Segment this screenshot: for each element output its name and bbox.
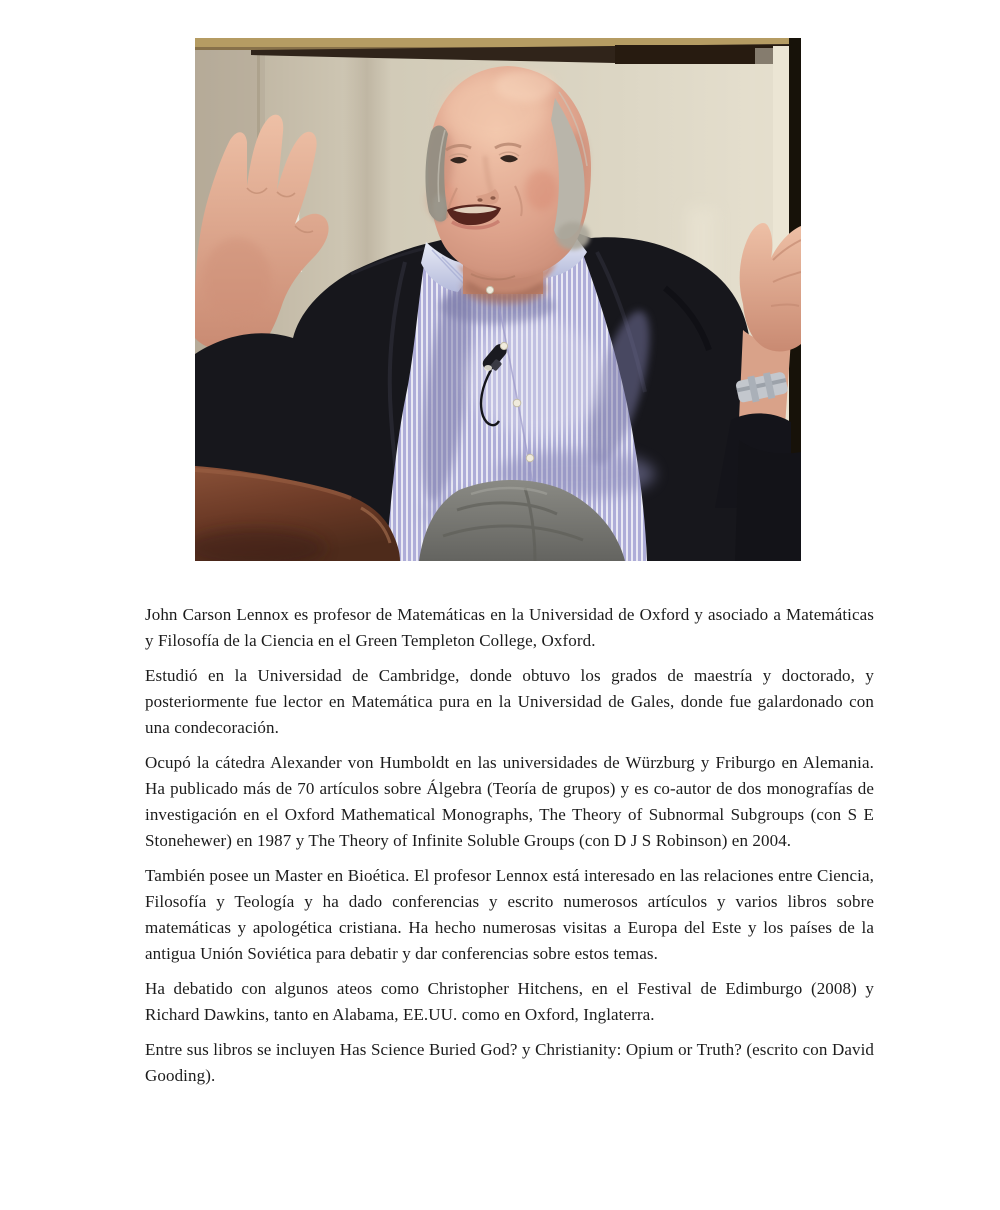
portrait-illustration xyxy=(195,38,801,561)
paragraph-4: También posee un Master en Bioética. El profesor Lennox está interesado en las relaciones entre Ciencia, Filosofía y Teología y ha dado conferencias y escrito numerosos artículos y varios libros sobre matemáticas y apologética cristiana. Ha hecho numerosas visitas a Europa del Este y los países de la antigua Unión Soviética para debatir y dar conferencias sobre estos temas. xyxy=(145,866,874,963)
mic-clip xyxy=(484,365,492,371)
paragraph-3: Ocupó la cátedra Alexander von Humboldt en las universidades de Würzburg y Friburgo en Alemania. Ha publicado más de 70 artículos sobre Álgebra (Teoría de grupos) y es co-autor de dos monografías de investigación en el Oxford Mathematical Monographs, The Theory of Subnormal Subgroups (con S E Stonehewer) en 1987 y The Theory of Infinite Soluble Groups (con D J S Robinson) en 2004. xyxy=(145,753,874,850)
article-body xyxy=(145,602,874,1098)
paragraph-2: Estudió en la Universidad de Cambridge, donde obtuvo los grados de maestría y doctorado, y posteriormente fue lector en Matemática pura en la Universidad de Gales, donde fue galardonado con una condecoración. xyxy=(145,666,874,737)
mouth xyxy=(447,204,501,228)
paragraph-1: John Carson Lennox es profesor de Matemáticas en la Universidad de Oxford y asociado a Matemáticas y Filosofía de la Ciencia en el Green Templeton College, Oxford. xyxy=(145,605,874,650)
paragraph-5: Ha debatido con algunos ateos como Christopher Hitchens, en el Festival de Edimburgo (2008) y Richard Dawkins, tanto en Alabama, EE.UU. como en Oxford, Inglaterra. xyxy=(145,979,874,1024)
paragraph-6: Entre sus libros se incluyen Has Science Buried God? y Christianity: Opium or Truth? (escrito con David Gooding). xyxy=(145,1040,874,1085)
portrait-photo xyxy=(195,38,801,561)
